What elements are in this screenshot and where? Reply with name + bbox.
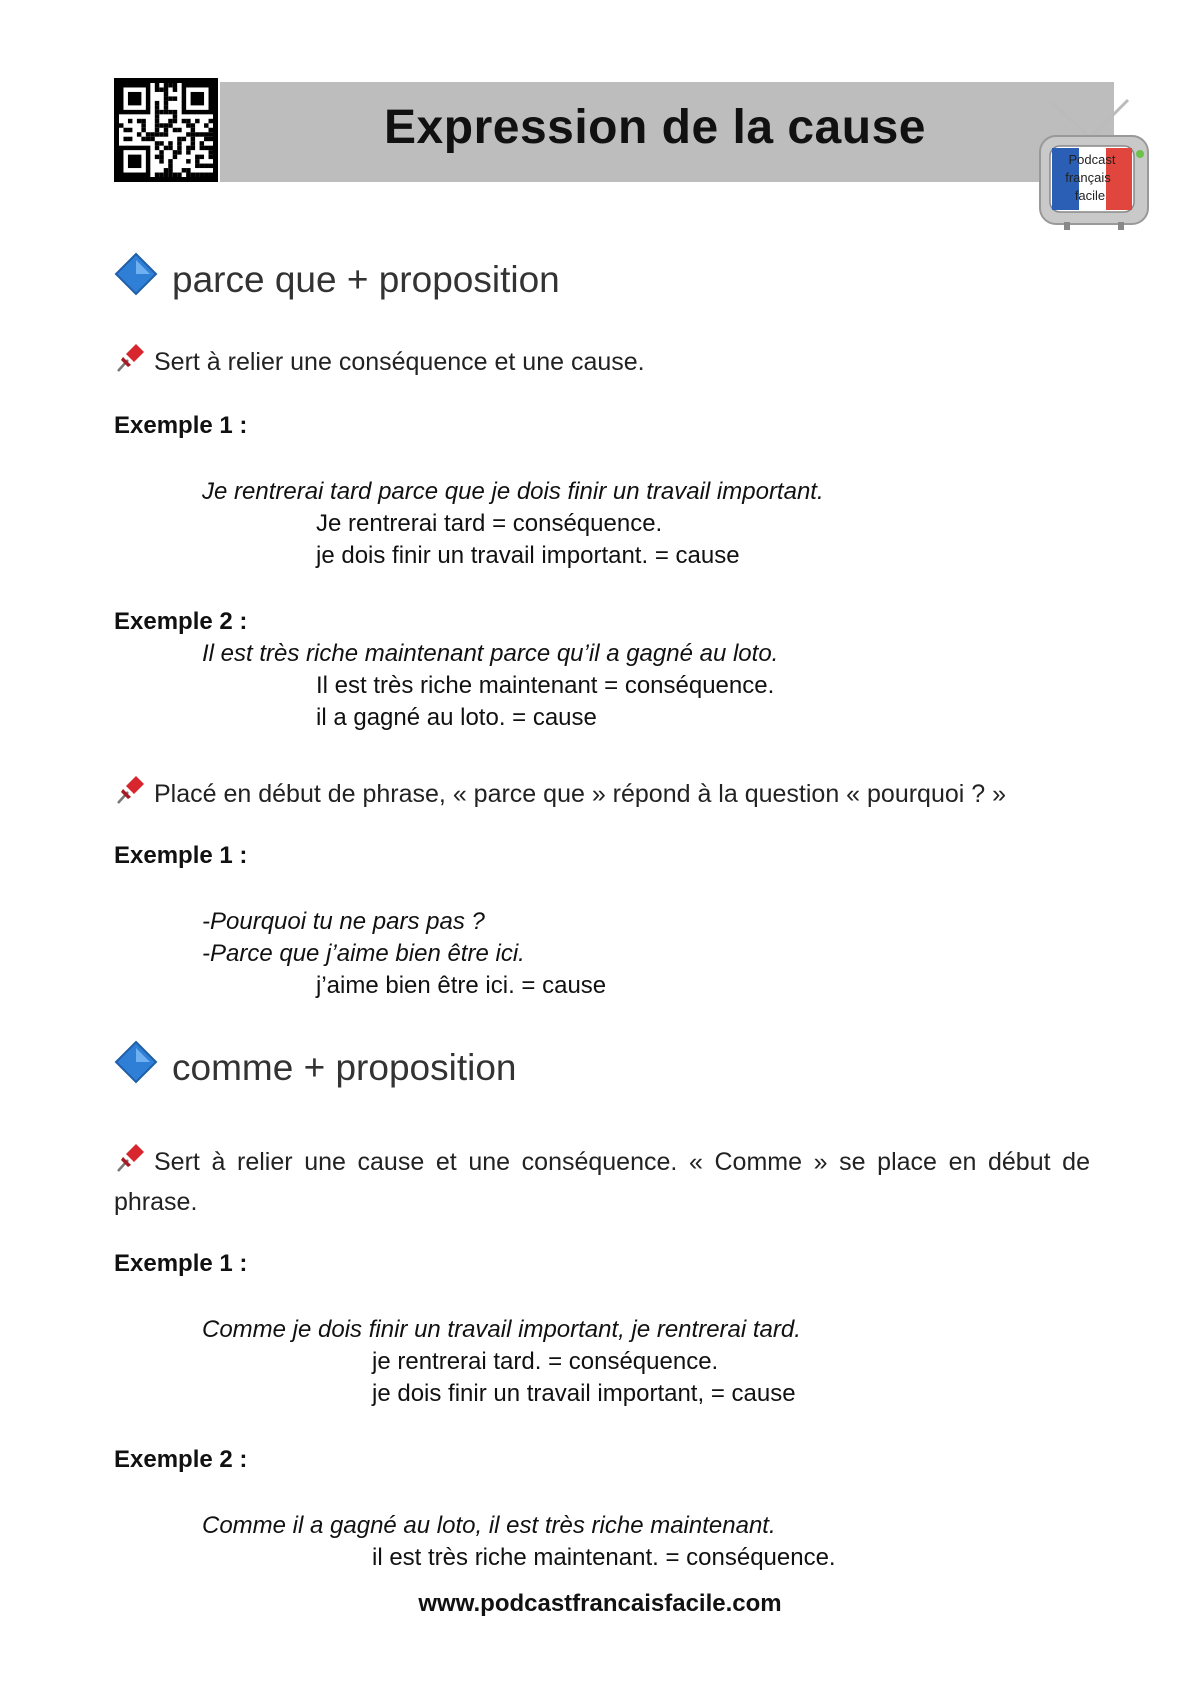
dialogue-answer: -Parce que j’aime bien être ici. <box>202 940 525 967</box>
footer-url[interactable]: www.podcastfrancaisfacile.com <box>418 1590 782 1617</box>
page-title: Expression de la cause <box>384 101 926 154</box>
example-analysis-line: Il est très riche maintenant = conséquence. <box>316 672 775 699</box>
blue-diamond-icon <box>114 252 158 305</box>
example-label: Exemple 2 : <box>114 608 248 635</box>
example-analysis-line: il est très riche maintenant. = conséquence. <box>372 1544 836 1571</box>
section-heading-parce-que <box>114 252 560 305</box>
section-heading-text: comme + proposition <box>172 1047 517 1088</box>
example-sentence: Comme je dois finir un travail important, je rentrerai tard. <box>202 1316 801 1343</box>
example-label: Exemple 1 : <box>114 1250 248 1277</box>
note-line <box>114 772 1006 813</box>
example-analysis-line: il a gagné au loto. = cause <box>316 704 597 731</box>
example-label: Exemple 1 : <box>114 842 248 869</box>
pushpin-icon <box>114 772 148 813</box>
logo-text-line3: facile <box>1074 188 1106 203</box>
example-analysis-line: je dois finir un travail important. = cause <box>316 542 740 569</box>
note-line <box>114 340 645 381</box>
example-sentence: Comme il a gagné au loto, il est très riche maintenant. <box>202 1512 776 1539</box>
qr-code <box>114 78 218 182</box>
example-sentence: Je rentrerai tard parce que je dois finir un travail important. <box>202 478 824 505</box>
section-heading-comme <box>114 1040 516 1093</box>
podcast-logo <box>1030 92 1150 234</box>
pushpin-icon <box>114 340 148 381</box>
example-analysis-line: j’aime bien être ici. = cause <box>316 972 607 999</box>
dialogue-question: -Pourquoi tu ne pars pas ? <box>202 908 485 935</box>
example-analysis-line: je dois finir un travail important, = cause <box>372 1380 796 1407</box>
qr-code-pattern <box>119 83 213 177</box>
pushpin-icon <box>114 1140 148 1184</box>
note-paragraph <box>114 1140 1090 1220</box>
example-analysis-line: Je rentrerai tard = conséquence. <box>316 510 663 537</box>
example-analysis-line: je rentrerai tard. = conséquence. <box>372 1348 719 1375</box>
note-text: Sert à relier une conséquence et une cause. <box>154 348 645 376</box>
blue-diamond-icon <box>114 1040 158 1093</box>
section-heading-text: parce que + proposition <box>172 259 560 300</box>
logo-text-line1: Podcast <box>1068 152 1116 167</box>
logo-text-line2: français <box>1065 170 1111 185</box>
note-text: Placé en début de phrase, « parce que » répond à la question « pourquoi ? » <box>154 780 1007 808</box>
note-text: Sert à relier une cause et une conséquence. « Comme » se place en début de phrase. <box>114 1148 1090 1216</box>
example-label: Exemple 1 : <box>114 412 248 439</box>
example-sentence: Il est très riche maintenant parce qu’il a gagné au loto. <box>202 640 779 667</box>
example-label: Exemple 2 : <box>114 1446 248 1473</box>
